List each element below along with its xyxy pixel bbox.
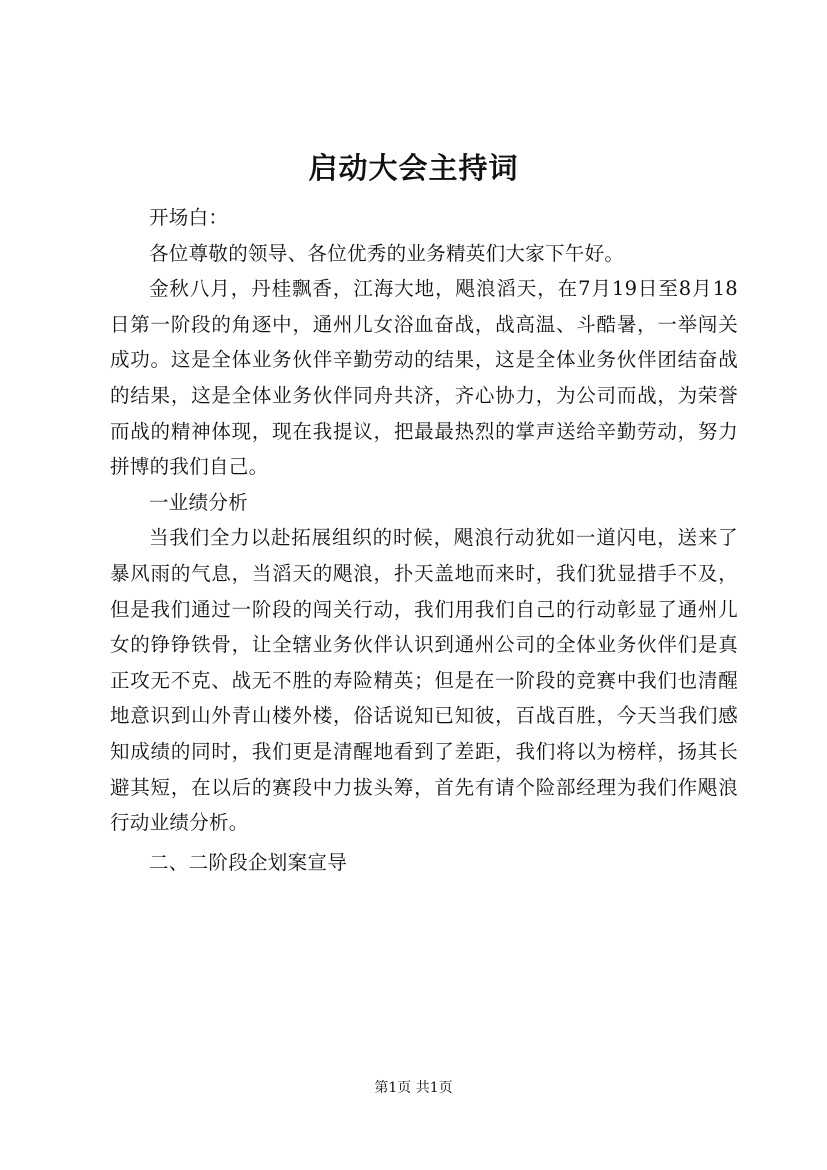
section-heading-phase-two: 二、二阶段企划案宣导 bbox=[149, 850, 348, 874]
document-body bbox=[110, 200, 738, 880]
page-footer: 第1页 共1页 bbox=[374, 1080, 453, 1096]
document-title: 启动大会主持词 bbox=[308, 151, 519, 185]
paragraph-opening-label: 开场白： bbox=[149, 206, 229, 229]
section-heading-performance: 一业绩分析 bbox=[149, 490, 249, 514]
paragraph-intro: 金秋八月，丹桂飘香，江海大地，飓浪滔天，在7月19日至8月18日第一阶段的角逐中，通州儿女浴血奋战，战高温、斗酷暑，一举闯关成功。这是全体业务伙伴辛勤劳动的结果，这是全体业务伙伴团结奋战的结果，这是全体业务伙伴同舟共济，齐心协力，为公司而战，为荣誉而战的精神体现，现在我提议，把最最热烈的掌声送给辛勤劳动，努力拼博的我们自己。 bbox=[110, 277, 738, 479]
paragraph-performance: 当我们全力以赴拓展组织的时候，飓浪行动犹如一道闪电，送来了暴风雨的气息，当滔天的飓浪，扑天盖地而来时，我们犹显措手不及，但是我们通过一阶段的闯关行动，我们用我们自己的行动彰显了通州儿女的铮铮铁骨，让全辖业务伙伴认识到通州公司的全体业务伙伴们是真正攻无不克、战无不胜的寿险精英；但是在一阶段的竞赛中我们也清醒地意识到山外青山楼外楼，俗话说知已知彼，百战百胜，今天当我们感知成绩的同时，我们更是清醒地看到了差距，我们将以为榜样，扬其长避其短，在以后的赛段中力拔头筹，首先有请个险部经理为我们作飓浪行动业绩分析。 bbox=[110, 526, 738, 835]
paragraph-greeting: 各位尊敬的领导、各位优秀的业务精英们大家下午好。 bbox=[149, 241, 625, 265]
